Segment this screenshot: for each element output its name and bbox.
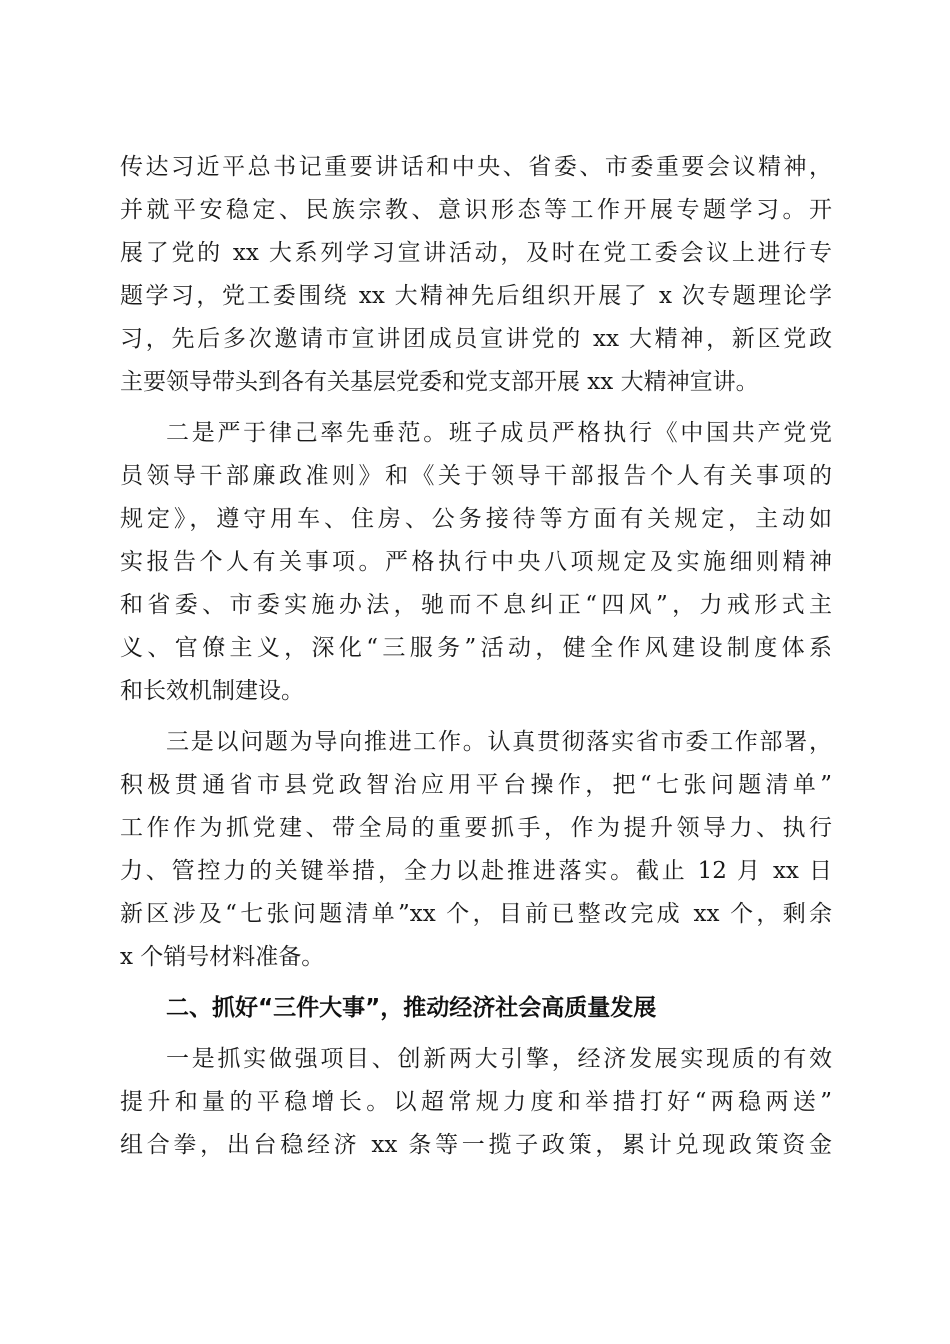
- para3-line-5: 新区涉及“七张问题清单”xx 个，目前已整改完成 xx 个，剩余: [120, 901, 832, 927]
- para3-line-1: [166, 727, 832, 757]
- para3-first-rest: 认真贯彻落实省市委工作部署，: [487, 729, 833, 755]
- para2-lead: 二是严于律己率先垂范。: [166, 420, 449, 446]
- para4-line-2-rest: 以超常规力度和举措打好“两稳两送”: [393, 1089, 832, 1115]
- para4-line-1: 一是抓实做强项目、创新两大引擎，经济发展实现质的有效: [166, 1046, 832, 1072]
- para1-line-6: 主要领导带头到各有关基层党委和党支部开展 xx 大精神宣讲。: [120, 369, 759, 395]
- para1-line-5: 习，先后多次邀请市宣讲团成员宣讲党的 xx 大精神，新区党政: [120, 326, 832, 352]
- para2-line-4: 实报告个人有关事项。严格执行中央八项规定及实施细则精神: [120, 549, 832, 575]
- section-heading-2: 二、抓好“三件大事”，推动经济社会高质量发展: [166, 995, 657, 1021]
- para3-line-2: 积极贯通省市县党政智治应用平台操作，把“七张问题清单”: [120, 772, 832, 798]
- para3-line-4: 力、管控力的关键举措，全力以赴推进落实。截止 12 月 xx 日: [120, 858, 832, 884]
- para2-line-1: [166, 418, 832, 448]
- para3-lead: 三是以问题为导向推进工作。: [166, 729, 488, 755]
- para2-line-2: 员领导干部廉政准则》和《关于领导干部报告个人有关事项的: [120, 463, 832, 489]
- para3-line-6: x 个销号材料准备。: [120, 944, 325, 970]
- para1-line-1: 传达习近平总书记重要讲话和中央、省委、市委重要会议精神，: [120, 154, 832, 180]
- para4-line-2: [120, 1087, 832, 1117]
- para2-line-3: 规定》，遵守用车、住房、公务接待等方面有关规定，主动如: [120, 506, 832, 532]
- para2-line-5: 和省委、市委实施办法，驰而不息纠正“四风”，力戒形式主: [120, 592, 832, 618]
- para2-line-7: 和长效机制建设。: [120, 678, 304, 704]
- para4-line-3: 组合拳，出台稳经济 xx 条等一揽子政策，累计兑现政策资金: [120, 1132, 832, 1158]
- para3-line-3: 工作作为抓党建、带全局的重要抓手，作为提升领导力、执行: [120, 815, 832, 841]
- para4-line-2-lead: 提升和量的平稳增长。: [120, 1089, 394, 1115]
- para1-line-4: 题学习，党工委围绕 xx 大精神先后组织开展了 x 次专题理论学: [120, 283, 832, 309]
- para1-line-2: 并就平安稳定、民族宗教、意识形态等工作开展专题学习。开: [120, 197, 832, 223]
- para2-line-6: 义、官僚主义，深化“三服务”活动，健全作风建设制度体系: [120, 635, 832, 661]
- para2-first-rest: 班子成员严格执行《中国共产党党: [448, 420, 833, 446]
- para1-line-3: 展了党的 xx 大系列学习宣讲活动，及时在党工委会议上进行专: [120, 240, 832, 266]
